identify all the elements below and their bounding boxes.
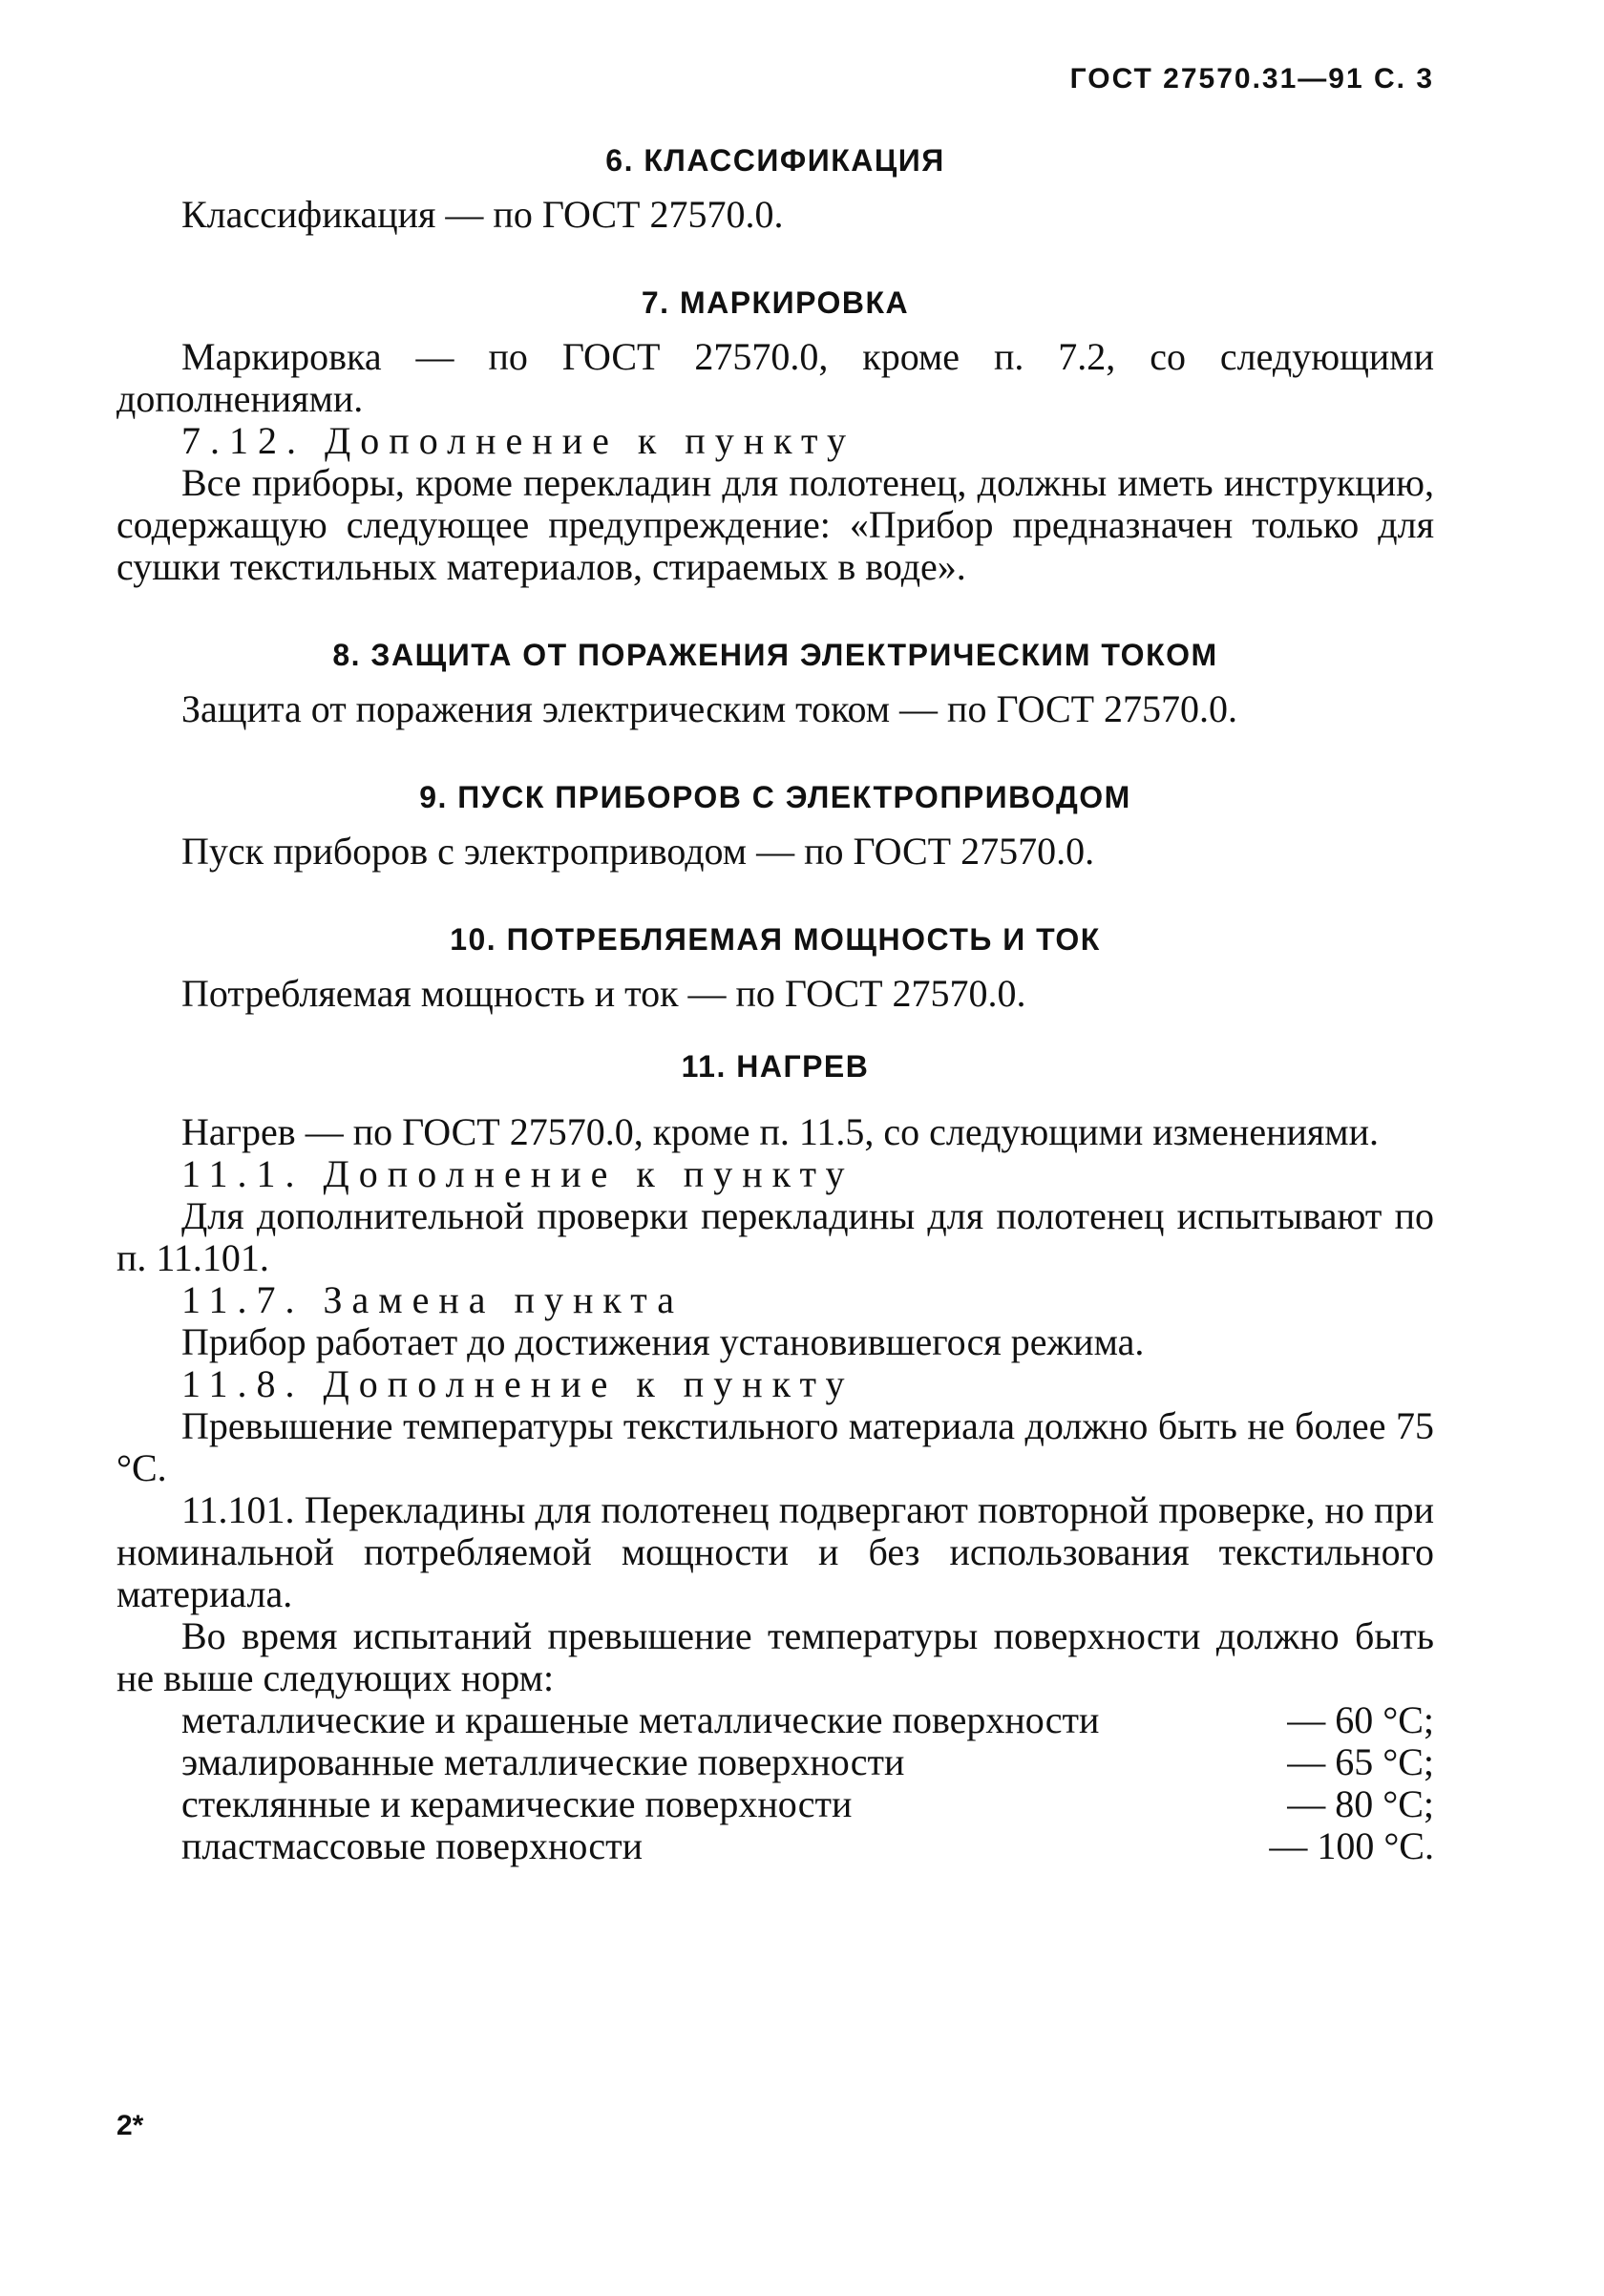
clause-11-101-text-2: Во время испытаний превышение температуры поверхности должно быть не выше следующих норм: xyxy=(116,1614,1434,1699)
section-7-title: 7. МАРКИРОВКА xyxy=(641,285,910,320)
section-10-title: 10. ПОТРЕБЛЯЕМАЯ МОЩНОСТЬ И ТОК xyxy=(450,922,1101,957)
section-9-title: 9. ПУСК ПРИБОРОВ С ЭЛЕКТРОПРИВОДОМ xyxy=(419,780,1131,814)
page-header: ГОСТ 27570.31—91 С. 3 xyxy=(1069,63,1434,95)
norm-value: — 65 °С; xyxy=(1287,1740,1434,1783)
clause-11-1-heading: 11.1. Дополнение к пункту xyxy=(181,1152,855,1195)
clause-11-1-text: Для дополнительной проверки перекладины для полотенец испытывают по п. 11.101. xyxy=(116,1194,1434,1279)
norm-row xyxy=(181,1741,1434,1783)
section-8-text: Защита от поражения электрическим током — по ГОСТ 27570.0. xyxy=(181,687,1238,730)
page-signature-mark: 2* xyxy=(116,2110,144,2141)
norm-row xyxy=(181,1783,1434,1825)
section-11-title: 11. НАГРЕВ xyxy=(681,1049,870,1084)
norm-row xyxy=(181,1825,1434,1867)
temperature-norms-list xyxy=(181,1699,1434,1867)
norm-value: — 60 °С; xyxy=(1287,1698,1434,1741)
norm-value: — 80 °С; xyxy=(1287,1782,1434,1825)
clause-7-12-text: Все приборы, кроме перекладин для полотенец, должны иметь инструкцию, содержащую следующее предупреждение: «Прибор предназначен только для сушки текстильных материалов, стираемых в воде». xyxy=(116,461,1434,588)
section-8-title: 8. ЗАЩИТА ОТ ПОРАЖЕНИЯ ЭЛЕКТРИЧЕСКИМ ТОКОМ xyxy=(332,638,1218,672)
section-11-text: Нагрев — по ГОСТ 27570.0, кроме п. 11.5, со следующими изменениями. xyxy=(181,1110,1380,1153)
section-9-text: Пуск приборов с электроприводом — по ГОСТ 27570.0. xyxy=(181,830,1095,873)
section-6-title: 6. КЛАССИФИКАЦИЯ xyxy=(605,143,945,178)
clause-7-12-heading: 7.12. Дополнение к пункту xyxy=(181,419,855,462)
clause-11-7-text: Прибор работает до достижения установившегося режима. xyxy=(181,1320,1145,1363)
clause-11-8-heading: 11.8. Дополнение к пункту xyxy=(181,1362,855,1405)
norm-label: металлические и крашеные металлические поверхности xyxy=(181,1698,1100,1741)
norm-label: эмалированные металлические поверхности xyxy=(181,1740,905,1783)
document-body xyxy=(116,143,1434,1867)
clause-11-7-heading: 11.7. Замена пункта xyxy=(181,1278,684,1321)
norm-row xyxy=(181,1699,1434,1741)
norm-label: стеклянные и керамические поверхности xyxy=(181,1782,853,1825)
norm-value: — 100 °С. xyxy=(1269,1824,1434,1867)
section-7-text: Маркировка — по ГОСТ 27570.0, кроме п. 7.2, со следующими дополнениями. xyxy=(116,335,1434,420)
section-10-text: Потребляемая мощность и ток — по ГОСТ 27570.0. xyxy=(181,972,1026,1015)
clause-11-8-text: Превышение температуры текстильного материала должно быть не более 75 °С. xyxy=(116,1404,1434,1489)
clause-11-101-text: 11.101. Перекладины для полотенец подвергают повторной проверке, но при номинальной потребляемой мощности и без использования текстильного материала. xyxy=(116,1488,1434,1615)
norm-label: пластмассовые поверхности xyxy=(181,1824,644,1867)
section-6-text: Классификация — по ГОСТ 27570.0. xyxy=(181,193,784,236)
